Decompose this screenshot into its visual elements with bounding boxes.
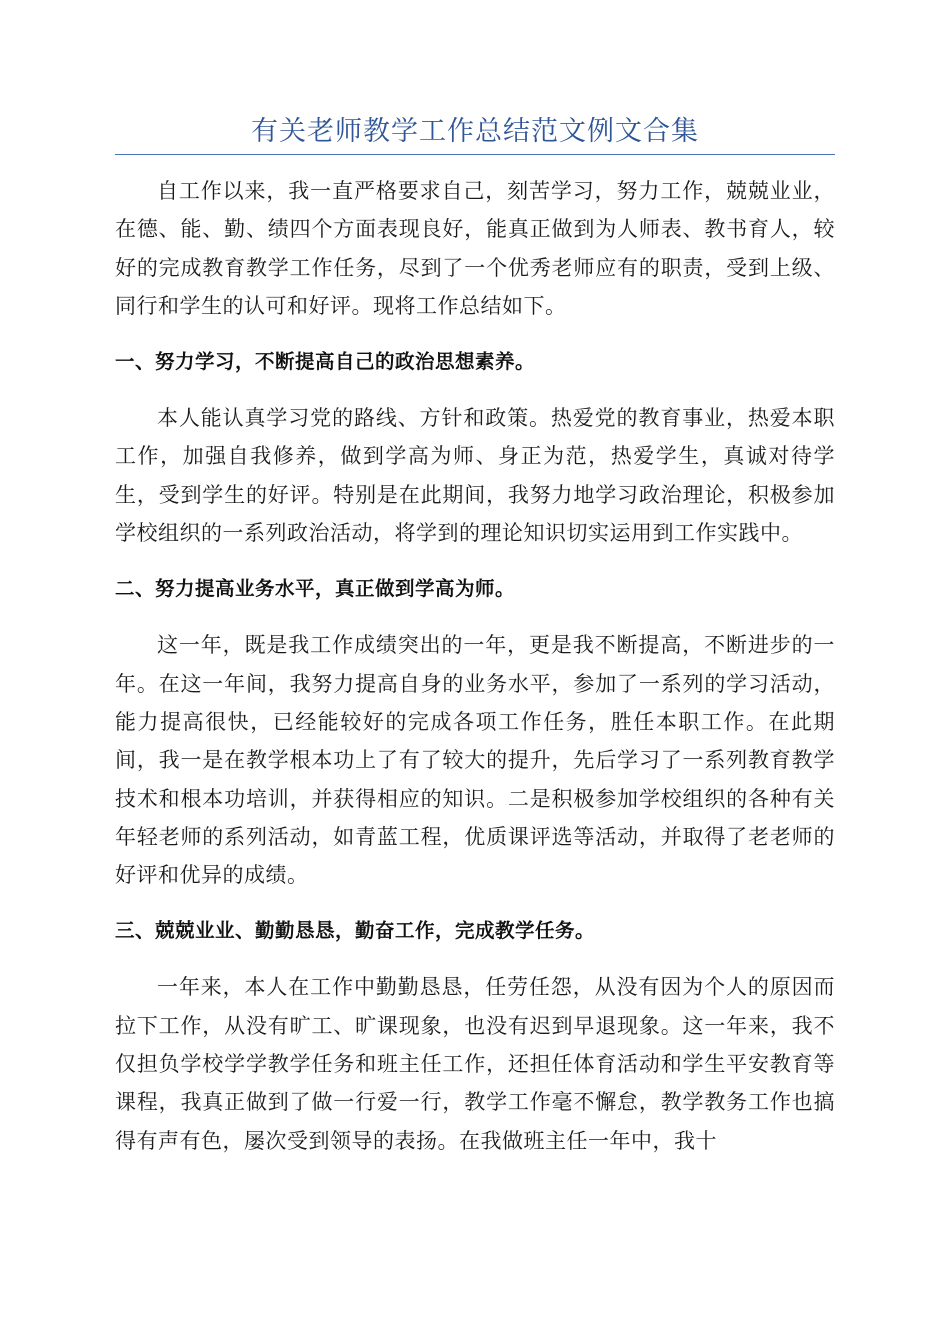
intro-paragraph: 自工作以来，我一直严格要求自己，刻苦学习，努力工作，兢兢业业，在德、能、勤、绩四个方面表现良好，能真正做到为人师表、教书育人，较好的完成教育教学工作任务，尽到了一个优秀老师应有的职责，受到上级、同行和学生的认可和好评。现将工作总结如下。: [115, 179, 835, 318]
section-heading-2: 二、努力提高业务水平，真正做到学高为师。: [115, 577, 516, 601]
section-body-1: 本人能认真学习党的路线、方针和政策。热爱党的教育事业，热爱本职工作，加强自我修养，做到学高为师、身正为范，热爱学生，真诚对待学生，受到学生的好评。特别是在此期间，我努力地学习政治理论，积极参加学校组织的一系列政治活动，将学到的理论知识切实运用到工作实践中。: [115, 406, 835, 546]
section-body-2: 这一年，既是我工作成绩突出的一年，更是我不断提高，不断进步的一年。在这一年间，我努力提高自身的业务水平，参加了一系列的学习活动，能力提高很快，已经能较好的完成各项工作任务，胜任本职工作。在此期间，我一是在教学根本功上了有了较大的提升，先后学习了一系列教育教学技术和根本功培训，并获得相应的知识。二是积极参加学校组织的各种有关年轻老师的系列活动，如青蓝工程，优质课评选等活动，并取得了老老师的好评和优异的成绩。: [115, 633, 835, 888]
section-body-3: 一年来，本人在工作中勤勤恳恳，任劳任怨，从没有因为个人的原因而拉下工作，从没有旷工、旷课现象，也没有迟到早退现象。这一年来，我不仅担负学校学学教学任务和班主任工作，还担任体育活动和学生平安教育等课程，我真正做到了做一行爱一行，教学工作毫不懈怠，教学教务工作也搞得有声有色，屡次受到领导的表扬。在我做班主任一年中，我十: [115, 975, 835, 1153]
document-title: 有关老师教学工作总结范文例文合集: [251, 116, 699, 147]
title-underline: [115, 154, 835, 155]
section-heading-1: 一、努力学习，不断提高自己的政治思想素养。: [115, 350, 536, 374]
section-heading-3: 三、兢兢业业、勤勤恳恳，勤奋工作，完成教学任务。: [115, 919, 596, 943]
document-body: [115, 172, 835, 1160]
